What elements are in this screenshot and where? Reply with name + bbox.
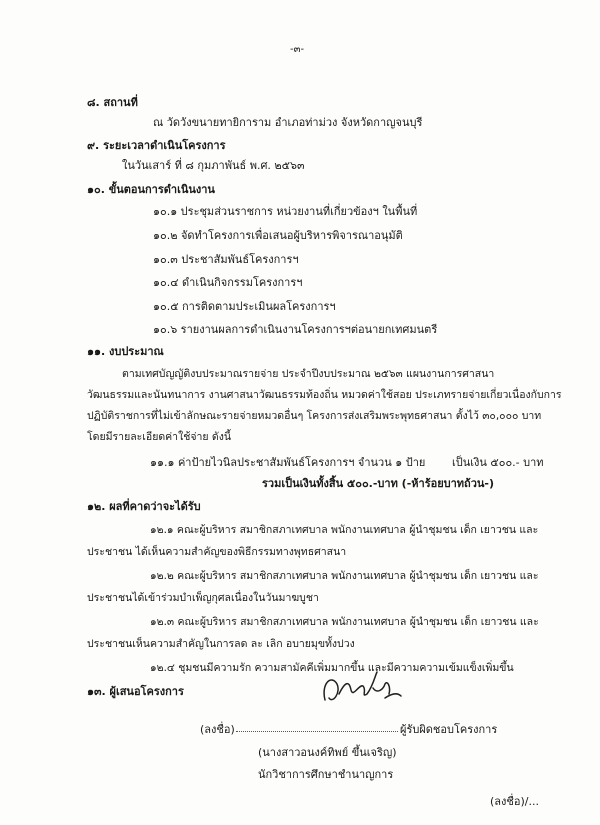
continuation-marker: (ลงชื่อ)/... bbox=[490, 795, 539, 808]
budget-item-amount: เป็นเงิน ๕๐๐.- บาท bbox=[452, 456, 544, 469]
section-8-content: ณ วัดวังขนายทายิการาม อำเภอท่าม่วง จังหวัดกาญจนบุรี bbox=[153, 116, 423, 129]
section-10-item: ๑๐.๕ การติดตามประเมินผลโครงการฯ bbox=[153, 300, 336, 313]
handwritten-signature bbox=[315, 664, 405, 712]
section-10-item: ๑๐.๒ จัดทำโครงการเพื่อเสนอผู้บริหารพิจารณาอนุมัติ bbox=[153, 229, 403, 242]
budget-total: รวมเป็นเงินทั้งสิ้น ๕๐๐.-บาท (-ห้าร้อยบาทถ้วน-) bbox=[262, 477, 495, 490]
page-number: -๓- bbox=[290, 44, 305, 55]
budget-item: ๑๑.๑ ค่าป้ายไวนิลประชาสัมพันธ์โครงการฯ จำนวน ๑ ป้าย bbox=[150, 456, 426, 469]
expected-result-line: ๑๒.๑ คณะผู้บริหาร สมาชิกสภาเทศบาล พนักงานเทศบาล ผู้นำชุมชน เด็ก เยาวชน และ bbox=[150, 524, 539, 536]
section-11-paragraph-line: วัฒนธรรมและนันทนาการ งานศาสนาวัฒนธรรมท้องถิ่น หมวดค่าใช้สอย ประเภทรายจ่ายเกี่ยวเนื่องกับการ bbox=[87, 389, 562, 401]
expected-result-line: ๑๒.๔ ชุมชนมีความรัก ความสามัคคีเพิ่มมากขึ้น และมีความความเข้มแข็งเพิ่มขึ้น bbox=[150, 662, 514, 674]
section-13-heading: ๑๓. ผู้เสนอโครงการ bbox=[87, 685, 184, 698]
section-8-heading: ๘. สถานที่ bbox=[87, 96, 138, 109]
signer-position: นักวิชาการศึกษาชำนาญการ bbox=[258, 768, 394, 781]
expected-result-line: ประชาชนเห็นความสำคัญในการลด ละ เลิก อบายมุขทั้งปวง bbox=[87, 638, 355, 650]
expected-result-line: ประชาชนได้เข้าร่วมบำเพ็ญกุศลเนื่องในวันมาฆบูชา bbox=[87, 592, 319, 604]
expected-result-line: ประชาชน ได้เห็นความสำคัญของพิธีกรรมทางพุทธศาสนา bbox=[87, 546, 347, 558]
section-10-item: ๑๐.๖ รายงานผลการดำเนินงานโครงการฯต่อนายกเทศมนตรี bbox=[153, 323, 438, 336]
section-11-heading: ๑๑. งบประมาณ bbox=[87, 345, 164, 358]
section-11-paragraph-line: โดยมีรายละเอียดค่าใช้จ่าย ดังนี้ bbox=[87, 431, 231, 443]
section-10-item: ๑๐.๓ ประชาสัมพันธ์โครงการฯ bbox=[153, 253, 299, 266]
section-10-heading: ๑๐. ขั้นตอนการดำเนินงาน bbox=[87, 183, 215, 196]
section-9-heading: ๙. ระยะเวลาดำเนินโครงการ bbox=[87, 139, 226, 152]
section-11-paragraph-line: ตามเทศบัญญัติงบประมาณรายจ่าย ประจำปีงบประมาณ ๒๕๖๓ แผนงานการศาสนา bbox=[122, 368, 495, 380]
expected-result-line: ๑๒.๒ คณะผู้บริหาร สมาชิกสภาเทศบาล พนักงานเทศบาล ผู้นำชุมชน เด็ก เยาวชน และ bbox=[150, 570, 539, 582]
section-11-paragraph-line: ปฏิบัติราชการที่ไม่เข้าลักษณะรายจ่ายหมวดอื่นๆ โครงการส่งเสริมพระพุทธศาสนา ตั้งไว้ ๓๐,๐๐๐ บาท bbox=[87, 410, 542, 422]
signature-prefix: (ลงชื่อ) bbox=[200, 723, 235, 736]
expected-result-line: ๑๒.๓ คณะผู้บริหาร สมาชิกสภาเทศบาล พนักงานเทศบาล ผู้นำชุมชน เด็ก เยาวชน และ bbox=[150, 616, 539, 628]
signature-line bbox=[236, 731, 398, 732]
signature-role: ผู้รับผิดชอบโครงการ bbox=[400, 723, 498, 736]
section-12-heading: ๑๒. ผลที่คาดว่าจะได้รับ bbox=[87, 500, 201, 513]
section-9-content: ในวันเสาร์ ที่ ๘ กุมภาพันธ์ พ.ศ. ๒๕๖๓ bbox=[122, 159, 305, 172]
section-10-item: ๑๐.๔ ดำเนินกิจกรรมโครงการฯ bbox=[153, 276, 303, 289]
signer-name: (นางสาวอนงค์ทิพย์ ขึ้นเจริญ) bbox=[258, 746, 397, 759]
section-10-item: ๑๐.๑ ประชุมส่วนราชการ หน่วยงานที่เกี่ยวข้องฯ ในพื้นที่ bbox=[153, 205, 418, 218]
